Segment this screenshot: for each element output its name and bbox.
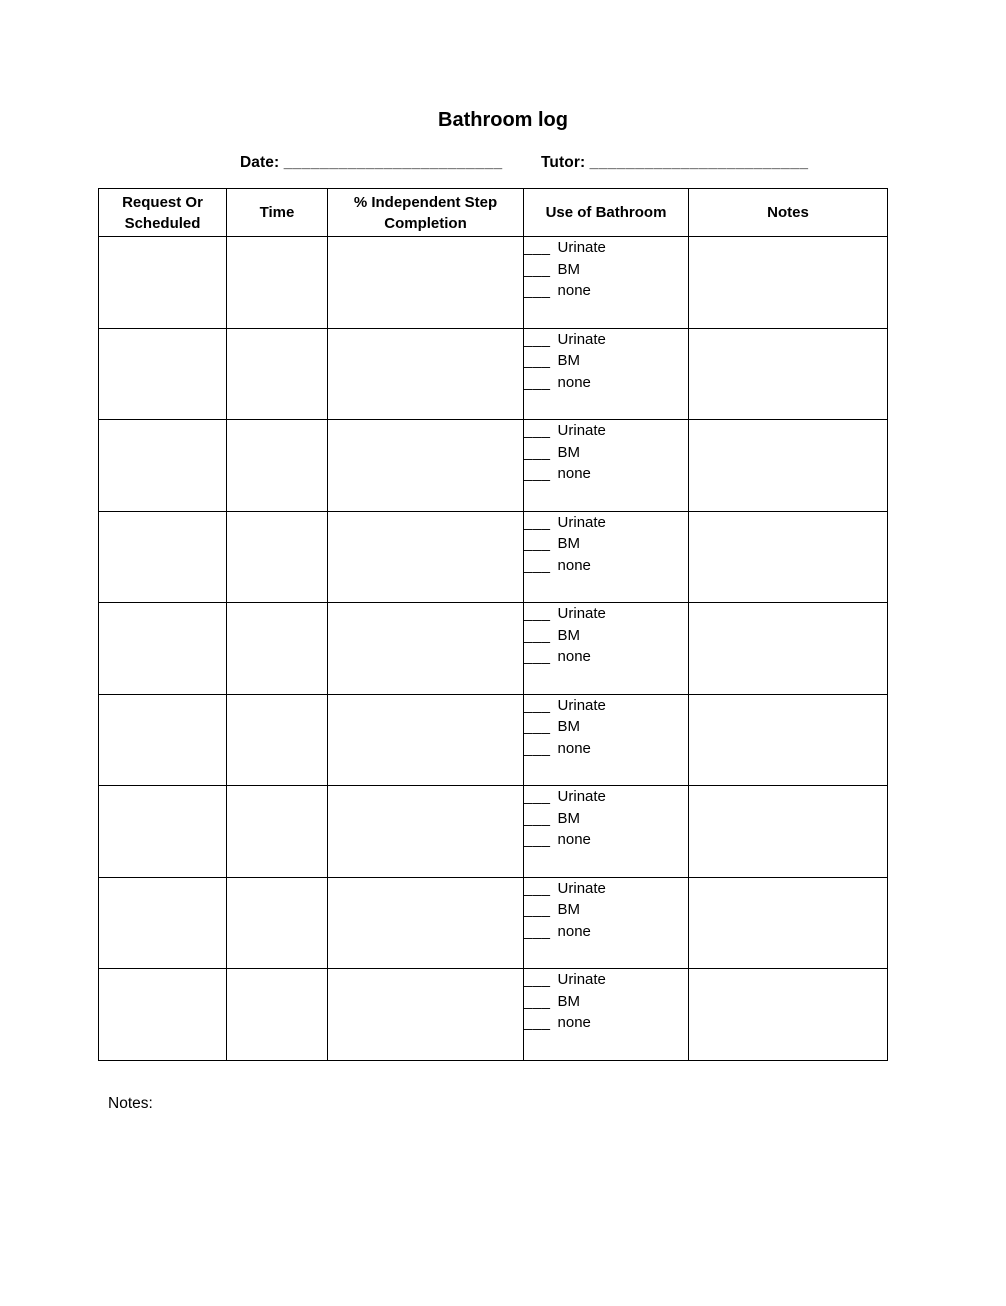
cell-time bbox=[227, 969, 328, 1061]
option-urinate bbox=[524, 969, 688, 991]
cell-request-or-scheduled bbox=[99, 603, 227, 695]
cell-step-completion bbox=[328, 237, 524, 329]
urinate-label: Urinate bbox=[557, 971, 606, 988]
urinate-blank-line: ___ bbox=[524, 696, 551, 714]
header-notes: Notes bbox=[689, 189, 888, 237]
urinate-label: Urinate bbox=[557, 605, 606, 622]
bm-blank-line: ___ bbox=[524, 901, 551, 918]
option-bm bbox=[524, 442, 688, 464]
option-bm bbox=[524, 991, 688, 1013]
cell-step-completion bbox=[328, 420, 524, 512]
option-urinate bbox=[524, 329, 688, 351]
bm-blank-line: ___ bbox=[524, 626, 551, 644]
none-blank-line: ___ bbox=[524, 648, 551, 665]
cell-time bbox=[227, 603, 328, 695]
cell-step-completion bbox=[328, 786, 524, 878]
urinate-label: Urinate bbox=[557, 696, 606, 714]
option-none bbox=[524, 280, 688, 302]
urinate-blank-line: ___ bbox=[524, 422, 551, 439]
option-bm bbox=[524, 350, 688, 372]
cell-notes bbox=[689, 511, 888, 603]
urinate-blank-line: ___ bbox=[524, 605, 551, 622]
none-blank-line: ___ bbox=[524, 1014, 551, 1031]
cell-notes bbox=[689, 969, 888, 1061]
tutor-blank-line: ________________________ bbox=[589, 154, 809, 171]
cell-step-completion bbox=[328, 603, 524, 695]
table-row bbox=[99, 511, 888, 603]
table-header-row bbox=[99, 189, 888, 237]
table-row bbox=[99, 603, 888, 695]
option-none bbox=[524, 1012, 688, 1034]
none-label: none bbox=[557, 922, 591, 940]
date-label: Date: bbox=[240, 154, 280, 171]
header-time: Time bbox=[227, 189, 328, 237]
cell-use-of-bathroom bbox=[524, 877, 689, 969]
bm-label: BM bbox=[557, 443, 581, 461]
bm-label: BM bbox=[557, 260, 581, 278]
cell-time bbox=[227, 328, 328, 420]
header-step-completion: % Independent Step Completion bbox=[328, 189, 524, 237]
none-label: none bbox=[557, 1014, 591, 1031]
cell-step-completion bbox=[328, 328, 524, 420]
cell-use-of-bathroom bbox=[524, 694, 689, 786]
page-title: Bathroom log bbox=[438, 109, 568, 131]
urinate-blank-line: ___ bbox=[524, 513, 551, 531]
table-row bbox=[99, 786, 888, 878]
bm-label: BM bbox=[557, 718, 581, 735]
option-bm bbox=[524, 716, 688, 738]
cell-use-of-bathroom bbox=[524, 420, 689, 512]
cell-notes bbox=[689, 694, 888, 786]
bm-label: BM bbox=[557, 626, 581, 644]
cell-request-or-scheduled bbox=[99, 420, 227, 512]
bm-blank-line: ___ bbox=[524, 352, 551, 369]
urinate-blank-line: ___ bbox=[524, 971, 551, 988]
cell-use-of-bathroom bbox=[524, 511, 689, 603]
cell-request-or-scheduled bbox=[99, 969, 227, 1061]
option-bm bbox=[524, 808, 688, 830]
option-none bbox=[524, 829, 688, 851]
option-bm bbox=[524, 533, 688, 555]
cell-use-of-bathroom bbox=[524, 969, 689, 1061]
cell-time bbox=[227, 786, 328, 878]
option-bm bbox=[524, 625, 688, 647]
table-row bbox=[99, 420, 888, 512]
urinate-blank-line: ___ bbox=[524, 879, 551, 897]
bm-blank-line: ___ bbox=[524, 809, 551, 827]
option-none bbox=[524, 921, 688, 943]
none-label: none bbox=[557, 739, 591, 757]
cell-use-of-bathroom bbox=[524, 328, 689, 420]
table-row bbox=[99, 328, 888, 420]
bm-label: BM bbox=[557, 992, 581, 1010]
header-use-of-bathroom: Use of Bathroom bbox=[524, 189, 689, 237]
bm-label: BM bbox=[557, 809, 581, 827]
cell-notes bbox=[689, 877, 888, 969]
option-urinate bbox=[524, 603, 688, 625]
none-blank-line: ___ bbox=[524, 556, 551, 574]
table-row bbox=[99, 694, 888, 786]
cell-request-or-scheduled bbox=[99, 328, 227, 420]
urinate-blank-line: ___ bbox=[524, 239, 551, 256]
cell-time bbox=[227, 420, 328, 512]
none-label: none bbox=[557, 831, 591, 848]
option-urinate bbox=[524, 786, 688, 808]
option-urinate bbox=[524, 512, 688, 534]
none-label: none bbox=[557, 648, 591, 665]
bottom-notes-label: Notes: bbox=[108, 1095, 153, 1112]
option-urinate bbox=[524, 878, 688, 900]
none-blank-line: ___ bbox=[524, 831, 551, 848]
option-none bbox=[524, 463, 688, 485]
cell-notes bbox=[689, 420, 888, 512]
date-blank-line: ________________________ bbox=[283, 154, 503, 171]
cell-use-of-bathroom bbox=[524, 237, 689, 329]
option-urinate bbox=[524, 237, 688, 259]
bm-label: BM bbox=[557, 901, 581, 918]
cell-notes bbox=[689, 603, 888, 695]
cell-request-or-scheduled bbox=[99, 694, 227, 786]
option-urinate bbox=[524, 695, 688, 717]
table-row bbox=[99, 969, 888, 1061]
bm-label: BM bbox=[557, 352, 581, 369]
urinate-label: Urinate bbox=[557, 788, 606, 805]
cell-time bbox=[227, 237, 328, 329]
cell-step-completion bbox=[328, 694, 524, 786]
cell-notes bbox=[689, 237, 888, 329]
none-blank-line: ___ bbox=[524, 922, 551, 940]
tutor-label: Tutor: bbox=[541, 154, 586, 171]
bm-blank-line: ___ bbox=[524, 718, 551, 735]
table-row bbox=[99, 237, 888, 329]
urinate-label: Urinate bbox=[557, 239, 606, 256]
cell-step-completion bbox=[328, 511, 524, 603]
cell-use-of-bathroom bbox=[524, 786, 689, 878]
cell-time bbox=[227, 511, 328, 603]
cell-notes bbox=[689, 786, 888, 878]
date-tutor-line bbox=[240, 154, 809, 172]
none-label: none bbox=[557, 282, 591, 299]
none-label: none bbox=[557, 556, 591, 574]
none-blank-line: ___ bbox=[524, 373, 551, 391]
urinate-blank-line: ___ bbox=[524, 788, 551, 805]
cell-time bbox=[227, 877, 328, 969]
cell-request-or-scheduled bbox=[99, 877, 227, 969]
urinate-label: Urinate bbox=[557, 330, 606, 348]
option-none bbox=[524, 646, 688, 668]
urinate-label: Urinate bbox=[557, 879, 606, 897]
none-label: none bbox=[557, 373, 591, 391]
none-blank-line: ___ bbox=[524, 282, 551, 299]
cell-time bbox=[227, 694, 328, 786]
cell-request-or-scheduled bbox=[99, 511, 227, 603]
urinate-label: Urinate bbox=[557, 422, 606, 439]
table-row bbox=[99, 877, 888, 969]
option-bm bbox=[524, 899, 688, 921]
bathroom-log-table bbox=[98, 188, 888, 1061]
bm-blank-line: ___ bbox=[524, 260, 551, 278]
cell-request-or-scheduled bbox=[99, 786, 227, 878]
option-bm bbox=[524, 259, 688, 281]
cell-step-completion bbox=[328, 969, 524, 1061]
header-request-or-scheduled: Request Or Scheduled bbox=[99, 189, 227, 237]
none-blank-line: ___ bbox=[524, 739, 551, 757]
none-label: none bbox=[557, 465, 591, 482]
bm-label: BM bbox=[557, 535, 581, 552]
option-none bbox=[524, 555, 688, 577]
urinate-label: Urinate bbox=[557, 513, 606, 531]
cell-request-or-scheduled bbox=[99, 237, 227, 329]
cell-notes bbox=[689, 328, 888, 420]
bm-blank-line: ___ bbox=[524, 443, 551, 461]
cell-use-of-bathroom bbox=[524, 603, 689, 695]
option-urinate bbox=[524, 420, 688, 442]
option-none bbox=[524, 372, 688, 394]
option-none bbox=[524, 738, 688, 760]
bm-blank-line: ___ bbox=[524, 535, 551, 552]
bm-blank-line: ___ bbox=[524, 992, 551, 1010]
cell-step-completion bbox=[328, 877, 524, 969]
urinate-blank-line: ___ bbox=[524, 330, 551, 348]
none-blank-line: ___ bbox=[524, 465, 551, 482]
